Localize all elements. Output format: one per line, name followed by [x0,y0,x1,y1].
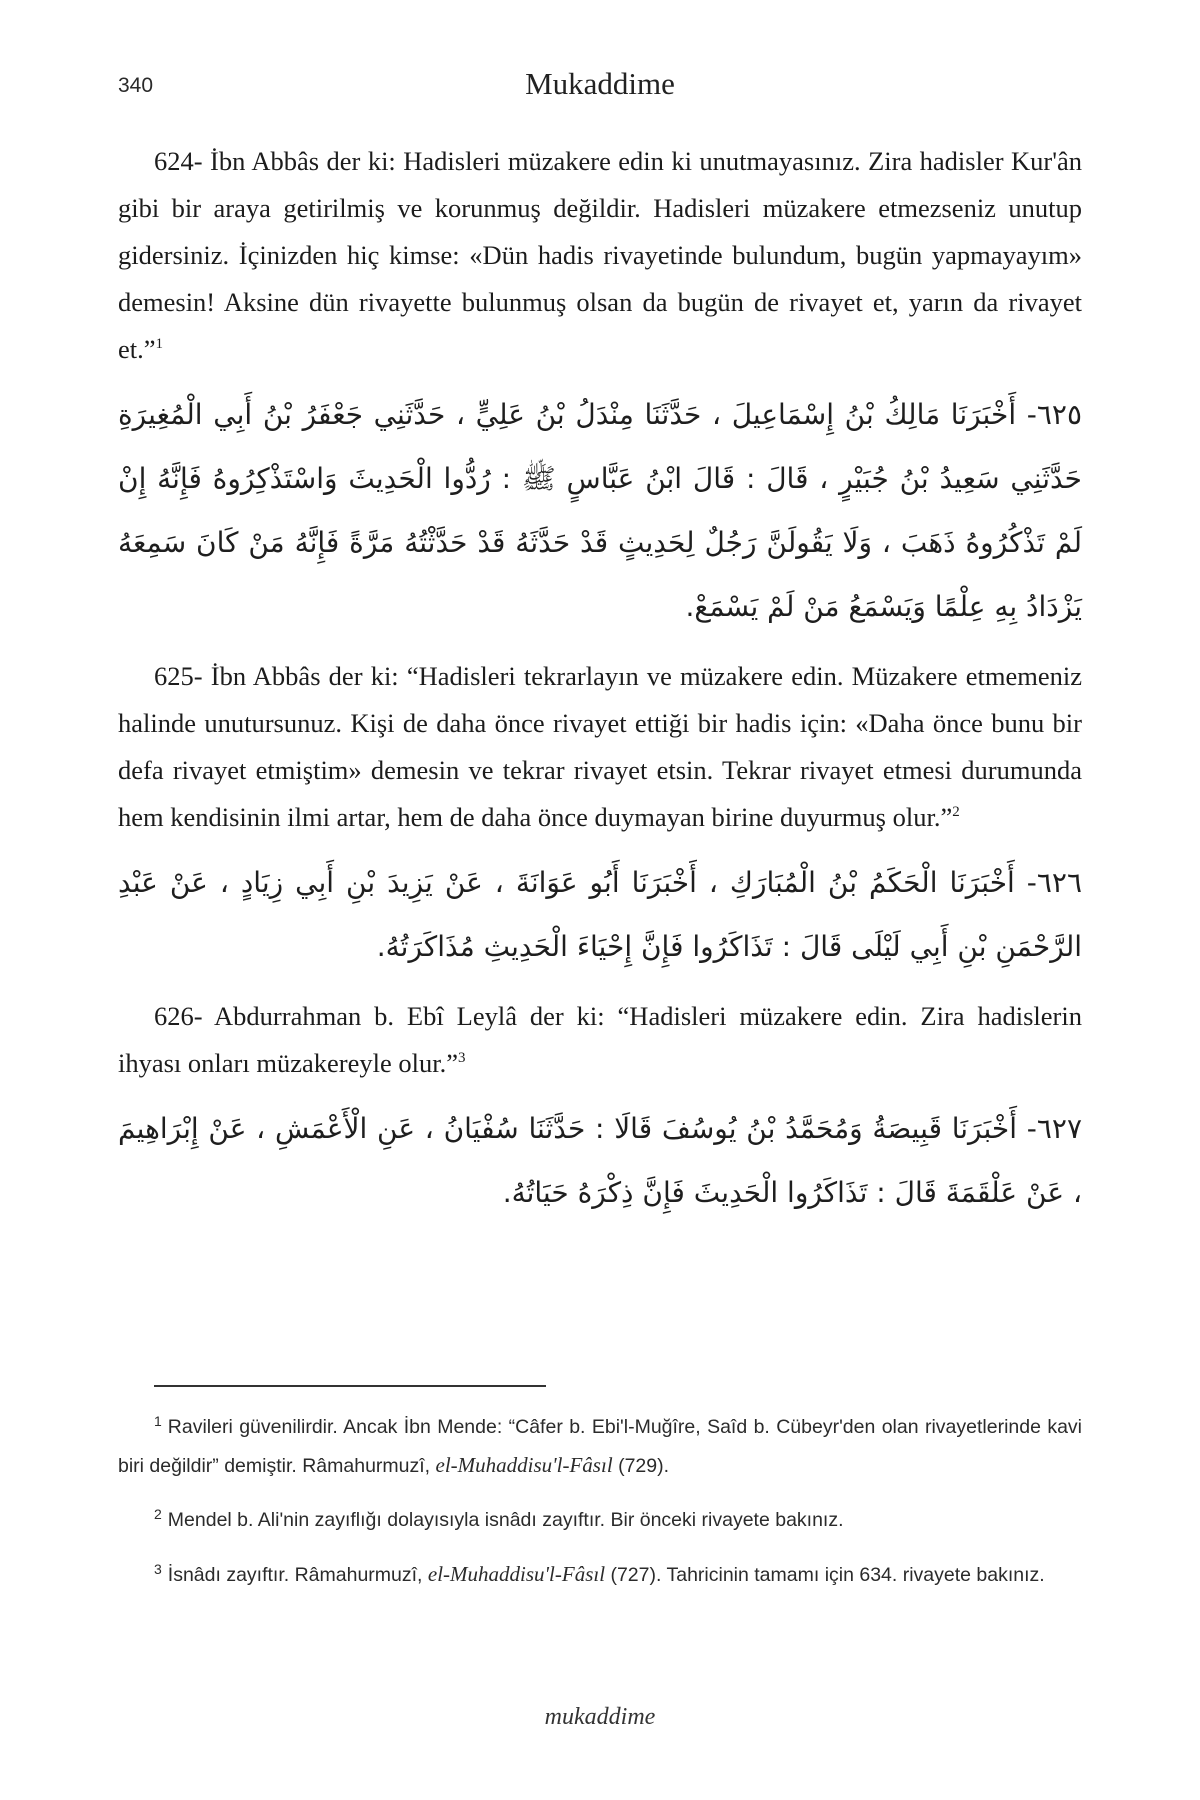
footnote-divider [154,1385,546,1387]
footnote-3 [118,1555,1082,1594]
book-title: el-Muhaddisu'l-Fâsıl [435,1453,613,1477]
paragraph-626-text: 626- Abdurrahman b. Ebî Leylâ der ki: “Hadisleri müzakere edin. Zira hadislerin ihyası onları müzakereyle olur.” [118,1001,1082,1078]
footnotes [118,1408,1082,1610]
footnote-ref-2[interactable]: 2 [952,804,960,821]
footnote-text: (729). [612,1455,670,1477]
footnote-text: Ravileri güvenilirdir. Ancak İbn Mende: “Câfer b. Ebi'l-Muğîre, Saîd b. Cübeyr'den olan rivayetlerinde kavi biri değildir” demiştir. Râmahurmuzî, [118,1416,1082,1477]
footnote-number: 2 [154,1505,162,1522]
footnote-number: 1 [154,1412,162,1429]
paragraph-624-text: 624- İbn Abbâs der ki: Hadisleri müzakere edin ki unutmayasınız. Zira hadisler Kur'ân gibi bir araya getirilmiş ve korunmuş değildir. Hadisleri müzakere etmezseniz unutup gidersiniz. İçinizden hiç kimse: «Dün hadis rivayetinde bulundum, bugün yapmayayım» demesin! Aksine dün rivayette bulunmuş olsan da bugün de rivayet et, yarın da rivayet et.” [118,146,1082,364]
footnote-number: 3 [154,1560,162,1577]
arabic-text-625: ٦٢٥- أَخْبَرَنَا مَالِكُ بْنُ إِسْمَاعِيلَ ، حَدَّثَنَا مِنْدَلُ بْنُ عَلِيٍّ ، حَدَّثَنِي جَعْفَرُ بْنُ أَبِي الْمُغِيرَةِ حَدَّثَنِي سَعِيدُ بْنُ جُبَيْرٍ ، قَالَ : قَالَ ابْنُ عَبَّاسٍ ﷺ : رُدُّوا الْحَدِيثَ وَاسْتَذْكِرُوهُ فَإِنَّهُ إِنْ لَمْ تَذْكُرُوهُ ذَهَبَ ، وَلَا يَقُولَنَّ رَجُلٌ لِحَدِيثٍ قَدْ حَدَّثَهُ قَدْ حَدَّثْتُهُ مَرَّةً فَإِنَّهُ مَنْ كَانَ سَمِعَهُ يَزْدَادُ بِهِ عِلْمًا وَيَسْمَعُ مَنْ لَمْ يَسْمَعْ. [118,398,1082,623]
page-footer: mukaddime [544,1704,656,1730]
footnote-text: (727). Tahricinin tamamı için 634. rivayete bakınız. [605,1564,1045,1586]
page-number: 340 [118,74,154,97]
arabic-text-626: ٦٢٦- أَخْبَرَنَا الْحَكَمُ بْنُ الْمُبَارَكِ ، أَخْبَرَنَا أَبُو عَوَانَةَ ، عَنْ يَزِيدَ بْنِ أَبِي زِيَادٍ ، عَنْ عَبْدِ الرَّحْمَنِ بْنِ أَبِي لَيْلَى قَالَ : تَذَاكَرُوا فَإِنَّ إِحْيَاءَ الْحَدِيثِ مُذَاكَرَتُهُ. [118,866,1082,963]
arabic-text-627: ٦٢٧- أَخْبَرَنَا قَبِيصَةُ وَمُحَمَّدُ بْنُ يُوسُفَ قَالَا : حَدَّثَنَا سُفْيَانُ ، عَنِ الْأَعْمَشِ ، عَنْ إِبْرَاهِيمَ ، عَنْ عَلْقَمَةَ قَالَ : تَذَاكَرُوا الْحَدِيثَ فَإِنَّ ذِكْرَهُ حَيَاتُهُ. [118,1112,1082,1209]
paragraph-626 [118,993,1082,1087]
footnote-text: İsnâdı zayıftır. Râmahurmuzî, [167,1564,428,1586]
paragraph-625 [118,653,1082,841]
running-title: Mukaddime [525,66,675,101]
footnote-1 [118,1408,1082,1485]
footnote-ref-3[interactable]: 3 [457,1050,466,1067]
book-title: el-Muhaddisu'l-Fâsıl [427,1562,606,1586]
footnote-text: Mendel b. Ali'nin zayıflığı dolayısıyla isnâdı zayıftır. Bir önceki rivayete bakınız. [167,1509,844,1531]
footnote-2 [118,1501,1082,1539]
paragraph-625-text: 625- İbn Abbâs der ki: “Hadisleri tekrarlayın ve müzakere edin. Müzakere etmemeniz halinde unutursunuz. Kişi de daha önce rivayet ettiği bir hadis için: «Daha önce bunu bir defa rivayet etmiştim» demesin ve tekrar rivayet etsin. Tekrar rivayet etmesi durumunda hem kendisinin ilmi artar, hem de daha önce duymayan birine duyurmuş olur.” [118,661,1082,832]
paragraph-624 [118,138,1082,373]
main-text [118,138,1082,1239]
footnote-ref-1[interactable]: 1 [155,336,164,353]
